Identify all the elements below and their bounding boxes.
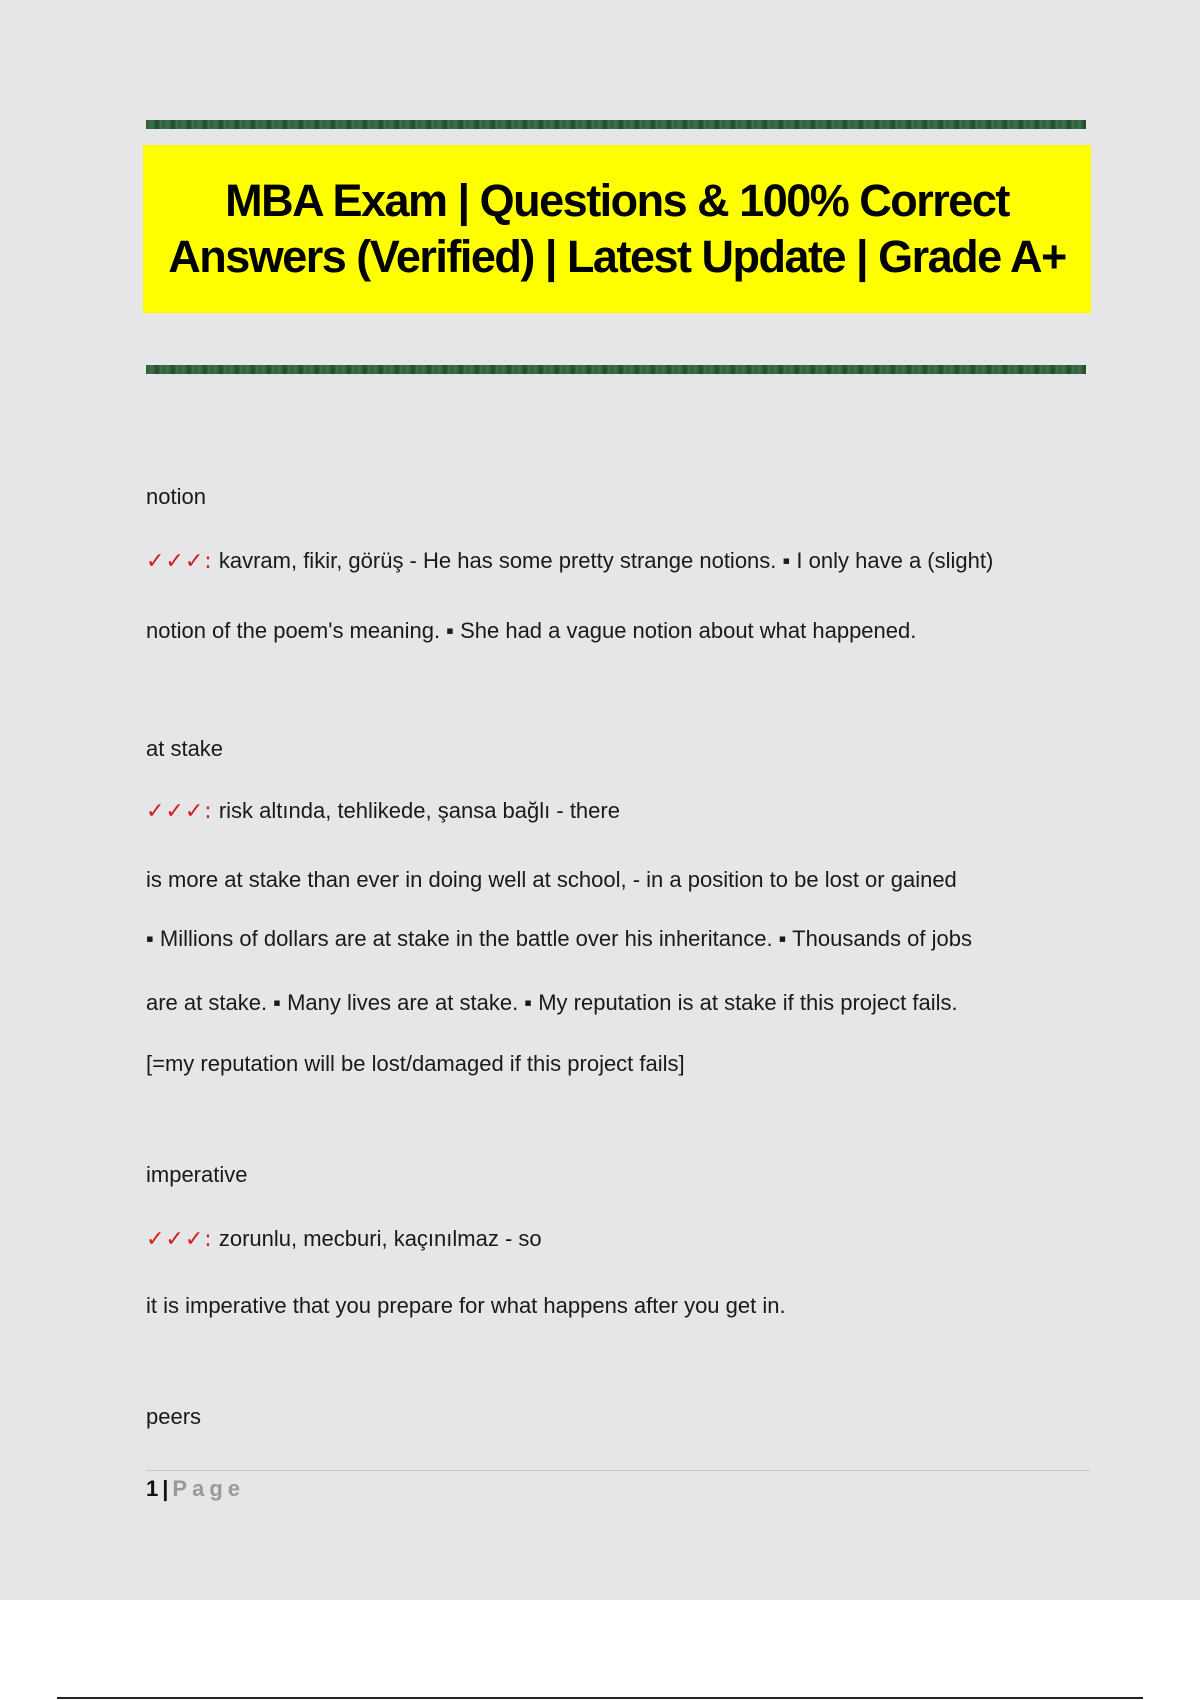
title-highlight-box bbox=[143, 145, 1091, 313]
term-imperative: imperative bbox=[146, 1162, 248, 1187]
check-mark-icon: ✓✓✓: bbox=[146, 549, 213, 574]
answer-line: it is imperative that you prepare for what happens after you get in. bbox=[146, 1293, 786, 1318]
answer-line bbox=[146, 547, 993, 576]
term-notion: notion bbox=[146, 484, 206, 509]
term-peers: peers bbox=[146, 1404, 202, 1429]
footer-divider bbox=[146, 1470, 1090, 1471]
page-footer bbox=[146, 1476, 245, 1502]
answer-line bbox=[146, 1225, 542, 1254]
title-bottom-rule bbox=[146, 365, 1086, 374]
title-top-rule bbox=[146, 120, 1086, 129]
page-number: 1 bbox=[146, 1476, 159, 1501]
check-mark-icon: ✓✓✓: bbox=[146, 1227, 213, 1252]
page-separator: | bbox=[162, 1476, 169, 1501]
answer-text: kavram, fikir, görüş - He has some pretty strange notions. ▪ I only have a (slight) bbox=[218, 548, 994, 573]
answer-text: zorunlu, mecburi, kaçınılmaz - so bbox=[218, 1226, 542, 1251]
answer-text: risk altında, tehlikede, şansa bağlı - there bbox=[218, 798, 620, 823]
answer-line bbox=[146, 797, 620, 826]
next-page-top-rule bbox=[57, 1697, 1143, 1699]
check-mark-icon: ✓✓✓: bbox=[146, 799, 213, 824]
answer-line: [=my reputation will be lost/damaged if this project fails] bbox=[146, 1051, 685, 1076]
answer-line: notion of the poem's meaning. ▪ She had a vague notion about what happened. bbox=[146, 618, 917, 643]
document-title: MBA Exam | Questions & 100% Correct Answers (Verified) | Latest Update | Grade A+ bbox=[168, 175, 1066, 282]
answer-line: is more at stake than ever in doing well at school, - in a position to be lost or gained bbox=[146, 867, 957, 892]
page-label: Page bbox=[172, 1476, 245, 1501]
answer-line: ▪ Millions of dollars are at stake in the battle over his inheritance. ▪ Thousands of jobs bbox=[146, 926, 972, 951]
term-at-stake: at stake bbox=[146, 736, 224, 761]
answer-line: are at stake. ▪ Many lives are at stake. ▪ My reputation is at stake if this project fails. bbox=[146, 990, 958, 1015]
